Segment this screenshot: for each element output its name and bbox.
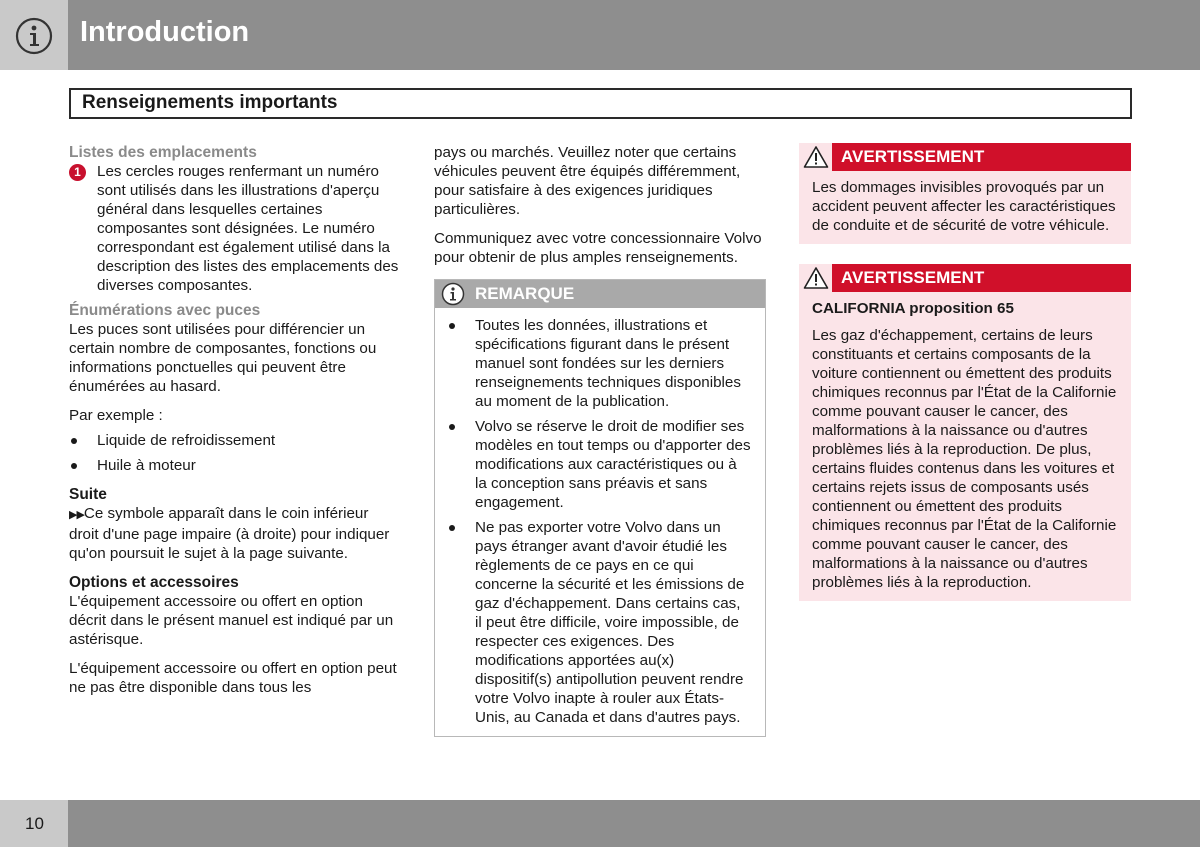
column-right [799, 143, 1131, 601]
warning-header [799, 143, 1131, 171]
warning-header [799, 264, 1131, 292]
page-number: 10 [25, 814, 44, 833]
list-item [447, 316, 751, 411]
list-item-text: Ne pas exporter votre Volvo dans un pays étranger avant d'avoir étudié les règlements de ce pays en ce qui concerne la sécurité et les émissions de gaz d'échappement. Dans certains cas, il peut être difficile, voire impossible, de respecter ces exigences. Des modifications apportées au(x) dispositif(s) antipollution peuvent rendre votre Volvo inapte à rouler aux États-Unis, au Canada et dans d'autres pays. [475, 519, 745, 726]
list-item [447, 417, 751, 512]
list-item [69, 456, 401, 475]
continue-arrows-icon: ▶▶ [69, 509, 84, 521]
header-icon-box [0, 0, 68, 70]
list-item-text: Toutes les données, illustrations et spécifications figurant dans le présent manuel sont fondées sur les derniers renseignements techniques disponibles au moment de la publication. [475, 317, 741, 410]
page-number-box [0, 800, 68, 847]
header-bar [0, 0, 1200, 70]
paragraph-dealer: Communiquez avec votre concessionnaire Volvo pour obtenir de plus amples renseignements. [434, 230, 762, 266]
bullet-dot [71, 438, 77, 444]
warning-body [799, 171, 1131, 244]
paragraph-markets: pays ou marchés. Veuillez noter que certains véhicules peuvent être équipés différemment, pour satisfaire à des exigences juridiques particulières. [434, 144, 741, 218]
bullet-dot [449, 424, 455, 430]
subheading-suite: Suite [69, 486, 107, 503]
paragraph-suite-text: Ce symbole apparaît dans le coin inférieur droit d'une page impaire (à droite) pour indiquer qu'on poursuit le sujet à la page suivante. [69, 505, 390, 562]
list-item-text: Volvo se réserve le droit de modifier ses modèles en tout temps ou d'apporter des modifications aux caractéristiques ou à la conception sans préavis et sans engagement. [475, 418, 751, 511]
info-icon [15, 17, 53, 55]
note-body [435, 308, 765, 736]
warning-subtitle: CALIFORNIA proposition 65 [812, 300, 1014, 317]
bullet-dot [449, 323, 455, 329]
note-header [435, 280, 765, 308]
note-title: REMARQUE [475, 284, 575, 303]
paragraph-bullets: Les puces sont utilisées pour différencier un certain nombre de composantes, fonctions ou informations ponctuelles qui peuvent être énumérées au hasard. [69, 321, 377, 395]
bullet-dot [449, 525, 455, 531]
paragraph-suite [69, 504, 401, 563]
column-left [69, 143, 401, 697]
warning-icon-box [799, 264, 832, 292]
warning-box-1 [799, 143, 1131, 244]
subheading-bullets: Énumérations avec puces [69, 302, 261, 319]
section-title: Renseignements importants [82, 92, 338, 113]
info-icon [441, 282, 465, 306]
warning-title: AVERTISSEMENT [841, 147, 985, 166]
column-middle [434, 143, 766, 737]
warning-text: Les dommages invisibles provoqués par un accident peuvent affecter les caractéristiques de conduite et de sécurité de votre véhicule. [812, 179, 1116, 234]
list-item-text: Liquide de refroidissement [97, 432, 276, 449]
paragraph-example: Par exemple : [69, 407, 163, 424]
warning-icon-box [799, 143, 832, 171]
list-item [69, 431, 401, 450]
warning-text: Les gaz d'échappement, certains de leurs constituants et certains composants de la voiture contiennent ou émettent des produits chimiques reconnus par l'État de la Californie comme pouvant causer le cancer, des malformations à la naissance ou d'autres problèmes liés à la reproduction. De plus, certains fluides contenus dans les voitures et certains rejets issus de composants usés contiennent ou émettent des produits chimiques reconnus par l'État de la Californie comme pouvant causer le cancer, des malformations à la naissance ou d'autres problèmes liés à la reproduction. [812, 327, 1117, 591]
section-title-box [69, 88, 1132, 119]
subheading-options: Options et accessoires [69, 574, 239, 591]
page-title: Introduction [80, 16, 250, 48]
list-item [447, 518, 751, 727]
warning-triangle-icon [803, 145, 829, 169]
warning-box-2 [799, 264, 1131, 601]
bullet-dot [71, 463, 77, 469]
footer-bar [0, 800, 1200, 847]
paragraph-options-1: L'équipement accessoire ou offert en option décrit dans le présent manuel est indiqué par un astérisque. [69, 593, 394, 648]
red-number-badge: 1 [69, 164, 86, 181]
paragraph-options-2: L'équipement accessoire ou offert en option peut ne pas être disponible dans tous les [69, 660, 397, 696]
warning-triangle-icon [803, 266, 829, 290]
warning-body [799, 292, 1131, 601]
warning-title: AVERTISSEMENT [841, 268, 985, 287]
numbered-item-text: Les cercles rouges renfermant un numéro sont utilisés dans les illustrations d'aperçu général dans lesquelles certaines composantes sont désignées. Le numéro correspondant est également utilisé dans la description des listes des emplacements des diverses composantes. [97, 163, 399, 294]
list-item-text: Huile à moteur [97, 457, 196, 474]
subheading-locations: Listes des emplacements [69, 144, 257, 161]
numbered-item [69, 162, 401, 295]
note-box [434, 279, 766, 737]
